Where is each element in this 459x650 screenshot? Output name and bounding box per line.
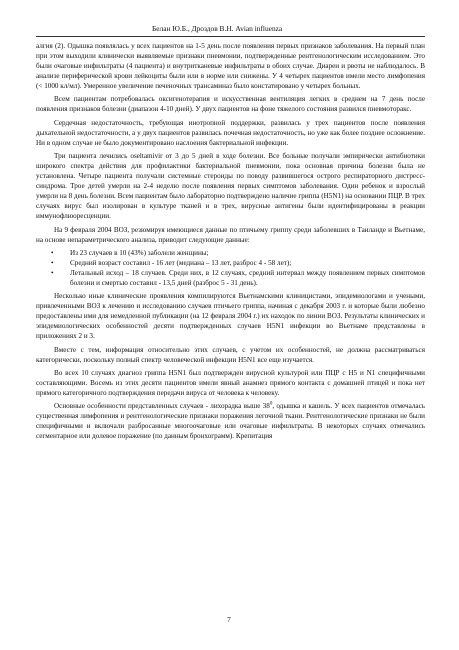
paragraph-main-features [36, 401, 425, 441]
text-run: Основные особенности представленных случаев - лихорадка выше 38 [54, 402, 270, 411]
paragraph-treatment: Три пациента лечились oseltamivir от 3 до 5 дней в ходе болезни. Все больные получали эмпирически антибиотики широкого спектра действия для профилактики бактериальной пневмонии, пока основная причина болезни была не установлена. Четыре пациента получали системные стероиды по поводу развившегося острого респираторного дистресс-синдрома. Трое детей умерли на 2-4 неделю после появления первых симптомов заболевания. Один ребенок и взрослый умерли на 8 день болезни. Всем пациентам было лабораторно подтверждено наличие гриппа (H5N1) на основании ПЦР. В трех случаях вирус был изолирован в культуре тканей и в трех, вирусные антигены были идентифицированы в реакции иммунофлюоресценции. [36, 152, 425, 221]
list-item: • Из 23 случаев в 10 (43%) заболели женщины; [70, 248, 425, 258]
page-number: 7 [227, 615, 231, 624]
who-data-list [36, 248, 425, 288]
text-run: , одышка и кашель. У всех пациентов отмечалась существенная лимфопения и рентгенологические признаки поражения легочной ткани. Рентгенологические признаки не были специфичными и включали разбросанные многоочаговые или очаговые инфильтраты. В некоторых случаях отмечались сегментарное или долевое поражение (по данным бронхограмм). Крепитация [36, 402, 425, 441]
paragraph-caution: Вместе с тем, информация относительно этих случаев, с учетом их особенностей, не должна рассматриваться категорически, поскольку полный спектр человеческой инфекции H5N1 все еще изучается. [36, 345, 425, 364]
paragraph-oxygen-therapy: Всем пациентам потребовалась оксигенотерапия и искусственная вентиляция легких в среднем на 7 день после появления признаков болезни (диапазон 4-10 дней). У двух пациентов на фоне тяжелого состояния развился пневмоторакс. [36, 95, 425, 114]
document-body [36, 41, 425, 445]
paragraph-who-summary: На 9 февраля 2004 ВОЗ, резюмируя имеющиеся данные по птичьему гриппу среди заболевших в Таиланде и Вьетнаме, на основе непараметрического анализа, приводит следующие данные: [36, 225, 425, 244]
list-item: • Летальный исход – 18 случаев. Среди них, в 12 случаях, средний интервал между появлением первых симптомов болезни и смертью составил - 13,5 дней (разброс 5 - 31 день). [70, 268, 425, 288]
paragraph-diagnosis: Во всех 10 случаях диагноз гриппа H5N1 был подтвержден вирусной культурой или ПЦР с H5 и N1 специфичными составляющими. Восемь из этих десяти пациентов имели явный анамнез прямого контакта с домашней птицей и пока нет прямого категоричного подтверждения передачи вируса от человека к человеку. [36, 368, 425, 397]
superscript-degree: 0 [269, 401, 273, 407]
paragraph-vietnam-clinicians: Несколько иные клинические проявления компилируются Вьетнамскими клиницистами, эпидемиологами и учеными, привлеченными ВОЗ к лечению и исследованию случаев птичьего гриппа, начиная с декабря 2003 г. и которые были любезно предоставлены ими для немедленной публикации (на 12 февраля 2004 г.) их находок по линии ВОЗ. Результаты клинических и эпидемиологических особенностей десяти подтвержденных случаев H5N1 инфекции во Вьетнаме представлены в приложениях 2 и 3. [36, 292, 425, 341]
header-divider [36, 36, 425, 37]
running-header: Белан Ю.Б., Дроздов В.Н. Avian influenza [152, 24, 283, 33]
paragraph-clinical-signs: алгия (2). Одышка появлялась у всех пациентов на 1-5 день после появления первых признаков заболевания. На первый план при этом выходили клинически выявляемые признаки пневмонии, подтвержденные рентгенологическим исследованием. Это были очаговые инфильтраты (4 пациента) и внутритканевые инфильтраты в обоих случае. Диареи и рвоты не наблюдалось. В анализе периферической крови лейкоциты были или в норме или снижены. У 4 четырех пациентов имели место лимфопения (< 1000 кл/мл). Умеренное увеличение печеночных трансаминаз было констатировано у четырех больных. [36, 42, 425, 91]
list-item: • Средний возраст составил - 16 лет (медиана – 13 лет, разброс 4 - 58 лет); [70, 258, 425, 268]
paragraph-heart-failure: Сердечная недостаточность, требующая инотропной поддержки, развилась у трех пациентов после появления дыхательной недостаточности, а у двух пациентов развилась почечная недостаточность, но уже как более позднее осложнение. Ни в одном случае не было документировано наслоения бактериальной инфекции. [36, 118, 425, 147]
